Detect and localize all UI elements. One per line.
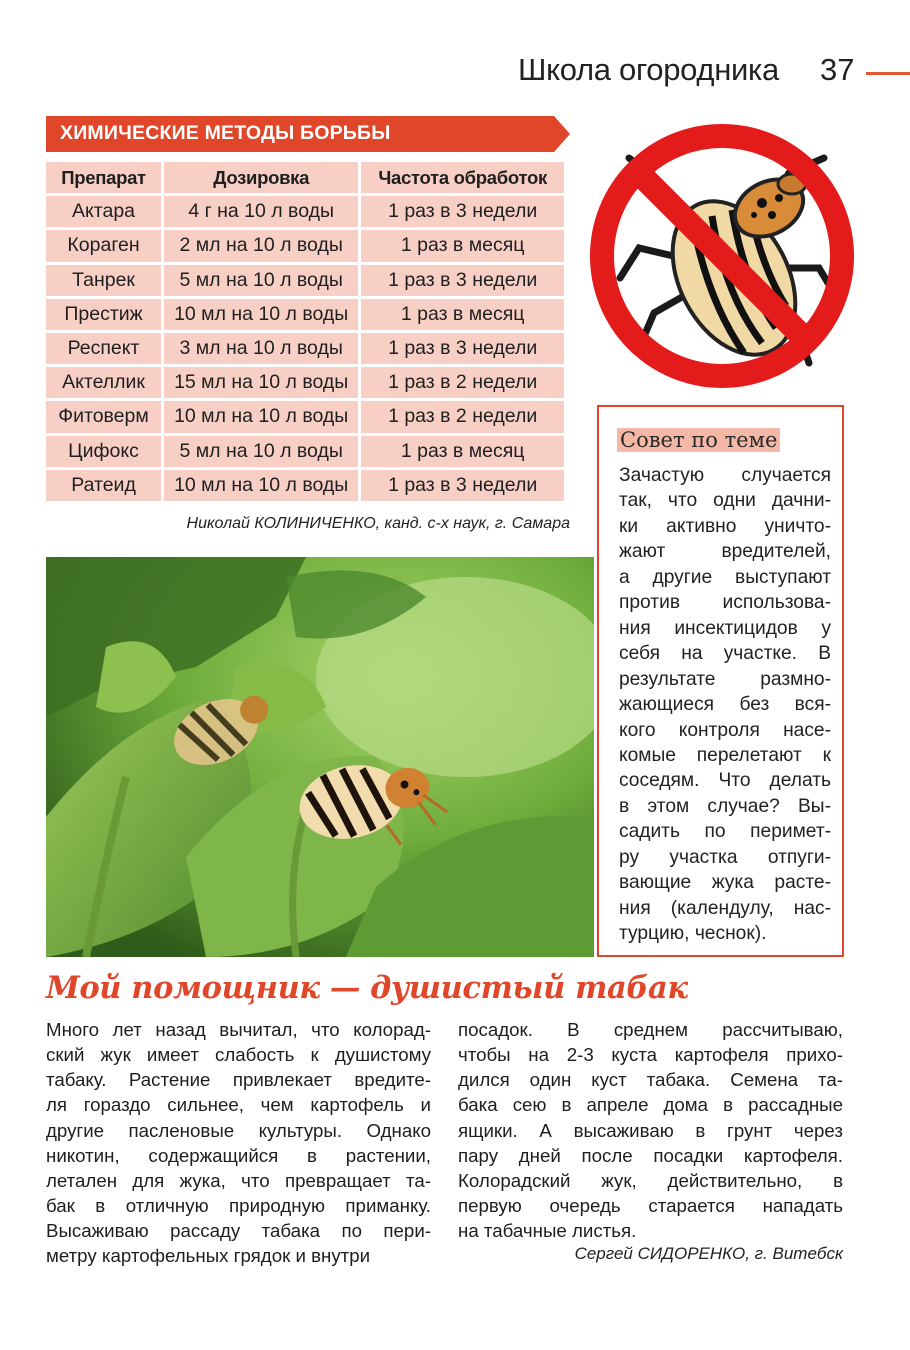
table-row (46, 299, 564, 330)
text-line: жающиеся без вся- (619, 694, 831, 716)
text-line: Колорадский жук, действительно, в (458, 1169, 843, 1191)
frequency-cell: 1 раз в месяц (361, 299, 564, 330)
tip-body (619, 463, 831, 947)
frequency-cell: 1 раз в 3 недели (361, 265, 564, 296)
frequency-cell: 1 раз в месяц (361, 436, 564, 467)
text-line: кого контроля насе- (619, 719, 831, 741)
text-line: Высаживаю рассаду табака по пери- (46, 1220, 431, 1242)
product-cell: Актеллик (46, 367, 161, 398)
header-rule (866, 72, 910, 75)
tip-box (597, 405, 844, 957)
frequency-cell: 1 раз в 3 недели (361, 196, 564, 227)
product-cell: Фитоверм (46, 401, 161, 432)
text-line: никотин, содержащийся в растении, (46, 1144, 431, 1166)
text-line: так, что одни дачни- (619, 490, 831, 512)
product-cell: Кораген (46, 230, 161, 261)
text-line: вающие жука расте- (619, 872, 831, 894)
dosage-cell: 5 мл на 10 л воды (164, 265, 358, 296)
table-header-row (46, 162, 564, 193)
text-line: ки активно уничто- (619, 515, 831, 537)
dosage-cell: 15 мл на 10 л воды (164, 367, 358, 398)
frequency-cell: 1 раз в 2 недели (361, 367, 564, 398)
dosage-cell: 5 мл на 10 л воды (164, 436, 358, 467)
article-column-1 (46, 1017, 431, 1269)
text-line: первую очередь старается нападать (458, 1195, 843, 1217)
text-line: комые перелетают к (619, 744, 831, 766)
table-row (46, 436, 564, 467)
column-header: Частота обработок (361, 162, 564, 193)
dosage-cell: 10 мл на 10 л воды (164, 401, 358, 432)
article-column-2 (458, 1017, 843, 1243)
text-line: в этом случае? Вы- (619, 795, 831, 817)
table-row (46, 230, 564, 261)
product-cell: Цифокс (46, 436, 161, 467)
text-line: летален для жука, что превращает та- (46, 1169, 431, 1191)
text-line: другие пасленовые культуры. Однако (46, 1119, 431, 1141)
tip-title: Совет по теме (617, 428, 780, 452)
table-credit: Николай КОЛИНИЧЕНКО, канд. с-х наук, г. Самара (186, 515, 570, 532)
dosage-cell: 3 мл на 10 л воды (164, 333, 358, 364)
text-line: Зачастую случается (619, 465, 831, 486)
table-heading: ХИМИЧЕСКИЕ МЕТОДЫ БОРЬБЫ (60, 122, 391, 144)
column-header: Препарат (46, 162, 161, 193)
text-line: ния инсектицидов у (619, 617, 831, 639)
article-title: Мой помощник — душистый табак (46, 970, 688, 1006)
text-line: турцию, чеснок). (619, 923, 767, 945)
dosage-cell: 2 мл на 10 л воды (164, 230, 358, 261)
beetle-photo (46, 557, 594, 957)
text-line: Много лет назад вычитал, что колорад- (46, 1019, 431, 1040)
dosage-cell: 4 г на 10 л воды (164, 196, 358, 227)
page-number: 37 (820, 52, 855, 87)
text-line: бака сею в апреле дома в рассадные (458, 1094, 843, 1116)
text-line: чтобы на 2-3 куста картофеля прихо- (458, 1044, 843, 1066)
text-line: бак в отличную природную приманку. (46, 1195, 431, 1217)
text-line: ния (календулу, нас- (619, 897, 831, 919)
text-line: ский жук имеет слабость к душистому (46, 1044, 431, 1066)
table-row (46, 333, 564, 364)
text-line: себя на участке. В (619, 643, 831, 665)
table-row (46, 367, 564, 398)
text-line: а другие выступают (619, 566, 831, 588)
table-row (46, 265, 564, 296)
product-cell: Престиж (46, 299, 161, 330)
text-line: ру участка отпуги- (619, 846, 831, 868)
table-row (46, 470, 564, 501)
dosage-cell: 10 мл на 10 л воды (164, 299, 358, 330)
table-heading-banner (46, 116, 570, 152)
text-line: на табачные листья. (458, 1220, 637, 1242)
no-beetle-sign-icon (584, 118, 860, 394)
dosage-cell: 10 мл на 10 л воды (164, 470, 358, 501)
article-credit: Сергей СИДОРЕНКО, г. Витебск (574, 1244, 843, 1263)
table-row (46, 196, 564, 227)
text-line: против использова- (619, 592, 831, 614)
chemicals-table (43, 159, 567, 504)
column-header: Дозировка (164, 162, 358, 193)
product-cell: Танрек (46, 265, 161, 296)
frequency-cell: 1 раз в 2 недели (361, 401, 564, 432)
table-row (46, 401, 564, 432)
text-line: результате размно- (619, 668, 831, 690)
frequency-cell: 1 раз в 3 недели (361, 333, 564, 364)
text-line: пару дней после посадки картофеля. (458, 1144, 843, 1166)
text-line: ящики. А высаживаю в грунт через (458, 1119, 843, 1141)
frequency-cell: 1 раз в месяц (361, 230, 564, 261)
text-line: садить по перимет- (619, 821, 831, 843)
text-line: табаку. Растение привлекает вредите- (46, 1069, 431, 1091)
product-cell: Актара (46, 196, 161, 227)
text-line: соседям. Что делать (619, 770, 831, 792)
text-line: дился один куст табака. Семена та- (458, 1069, 843, 1091)
text-line: посадок. В среднем рассчитываю, (458, 1019, 843, 1040)
product-cell: Респект (46, 333, 161, 364)
text-line: метру картофельных грядок и внутри (46, 1245, 371, 1267)
product-cell: Ратеид (46, 470, 161, 501)
text-line: ля гораздо сильнее, чем картофель и (46, 1094, 431, 1116)
frequency-cell: 1 раз в 3 недели (361, 470, 564, 501)
section-title: Школа огородника (518, 52, 779, 87)
text-line: жают вредителей, (619, 541, 831, 563)
